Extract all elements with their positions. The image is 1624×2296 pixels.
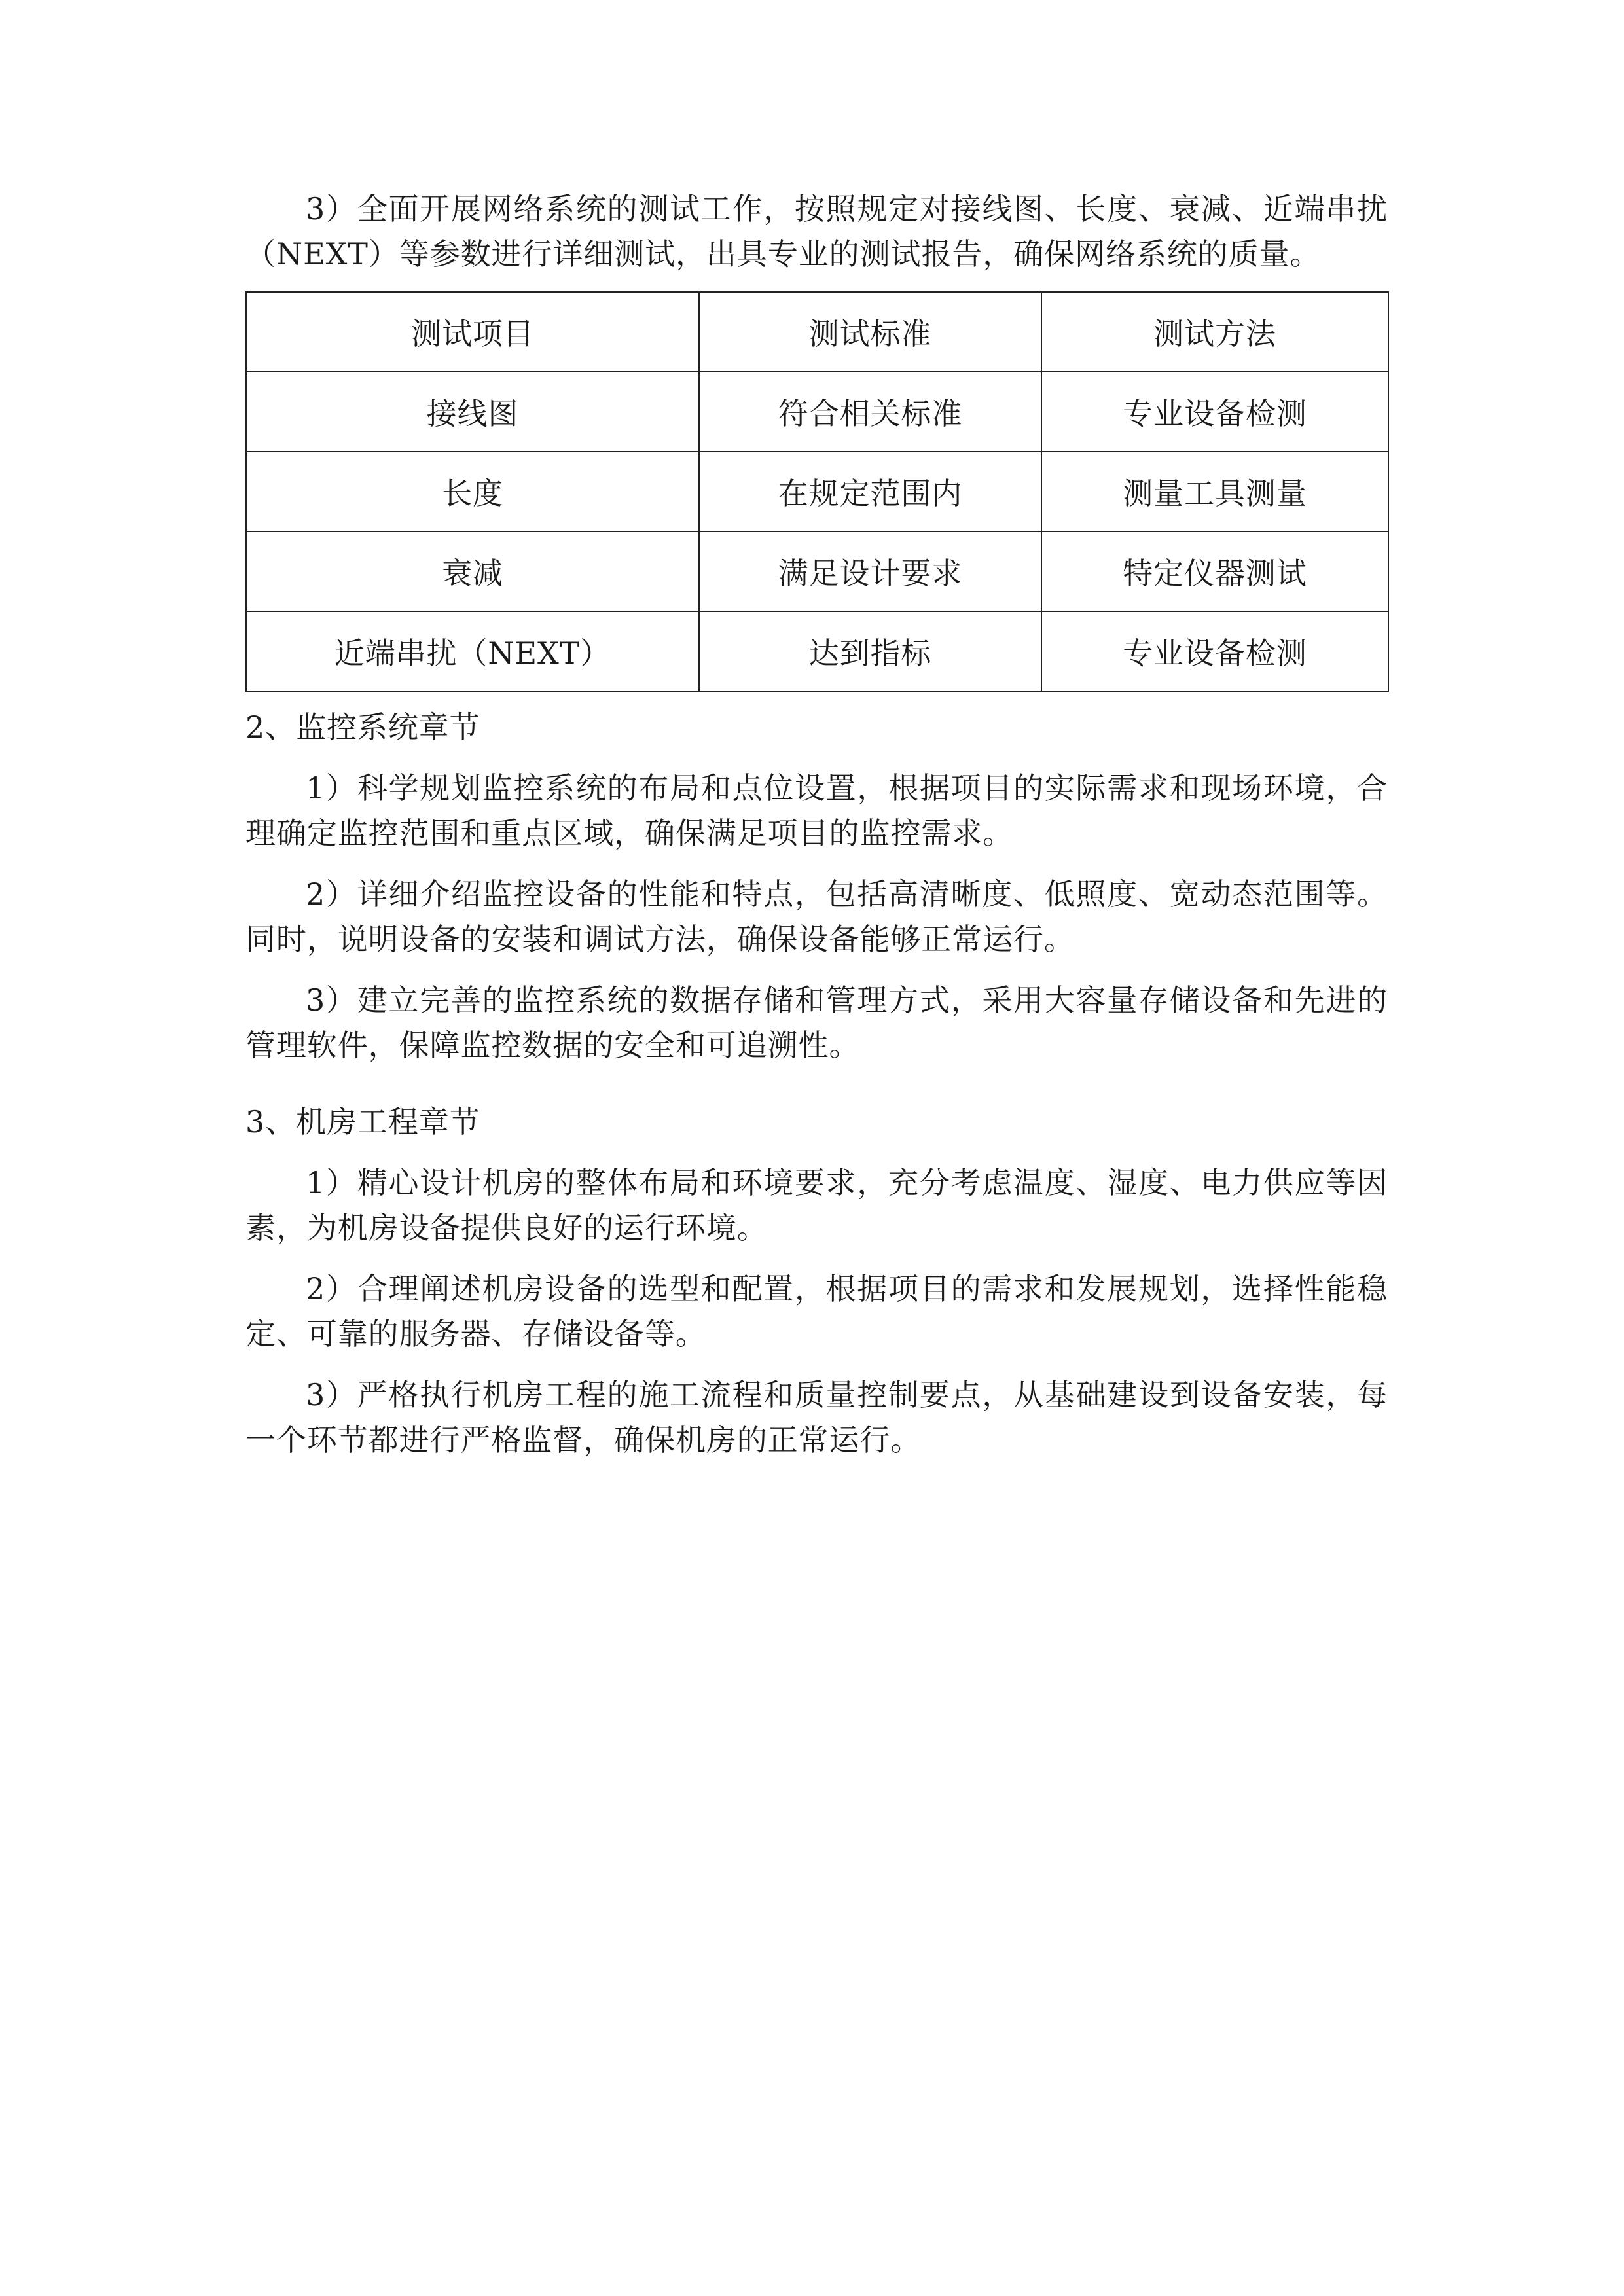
network-test-paragraph: 3）全面开展网络系统的测试工作，按照规定对接线图、长度、衰减、近端串扰（NEXT）等参数进行详细测试，出具专业的测试报告，确保网络系统的质量。 (245, 191, 1388, 272)
cell-method: 专业设备检测 (1041, 611, 1388, 691)
table-row (246, 372, 1388, 452)
section-heading-machine-room: 3、机房工程章节 (245, 1104, 480, 1139)
cell-item: 长度 (246, 452, 699, 531)
cell-method: 专业设备检测 (1041, 372, 1388, 452)
table-row (246, 611, 1388, 691)
machine-room-paragraph-3: 3）严格执行机房工程的施工流程和质量控制要点，从基础建设到设备安装，每一个环节都进行严格监督，确保机房的正常运行。 (245, 1377, 1388, 1458)
cell-method: 特定仪器测试 (1041, 531, 1388, 611)
table-row (246, 452, 1388, 531)
page-content (245, 187, 1388, 1463)
monitoring-paragraph-1: 1）科学规划监控系统的布局和点位设置，根据项目的实际需求和现场环境，合理确定监控范围和重点区域，确保满足项目的监控需求。 (245, 770, 1388, 851)
machine-room-paragraph-1: 1）精心设计机房的整体布局和环境要求，充分考虑温度、湿度、电力供应等因素，为机房设备提供良好的运行环境。 (245, 1165, 1388, 1246)
header-test-method: 测试方法 (1041, 292, 1388, 372)
section-heading-monitoring: 2、监控系统章节 (245, 709, 480, 745)
cell-standard: 在规定范围内 (699, 452, 1041, 531)
cell-standard: 达到指标 (699, 611, 1041, 691)
monitoring-paragraph-2: 2）详细介绍监控设备的性能和特点，包括高清晰度、低照度、宽动态范围等。同时，说明设备的安装和调试方法，确保设备能够正常运行。 (245, 876, 1388, 957)
cell-standard: 满足设计要求 (699, 531, 1041, 611)
monitoring-paragraph-3: 3）建立完善的监控系统的数据存储和管理方式，采用大容量存储设备和先进的管理软件，保障监控数据的安全和可追溯性。 (245, 982, 1388, 1063)
cell-item: 接线图 (246, 372, 699, 452)
cell-method: 测量工具测量 (1041, 452, 1388, 531)
machine-room-paragraph-2: 2）合理阐述机房设备的选型和配置，根据项目的需求和发展规划，选择性能稳定、可靠的服务器、存储设备等。 (245, 1271, 1388, 1352)
cell-standard: 符合相关标准 (699, 372, 1041, 452)
cell-item: 衰减 (246, 531, 699, 611)
test-parameters-table (245, 291, 1389, 692)
table-row (246, 531, 1388, 611)
header-test-item: 测试项目 (246, 292, 699, 372)
header-test-standard: 测试标准 (699, 292, 1041, 372)
table-header-row (246, 292, 1388, 372)
cell-item: 近端串扰（NEXT） (246, 611, 699, 691)
